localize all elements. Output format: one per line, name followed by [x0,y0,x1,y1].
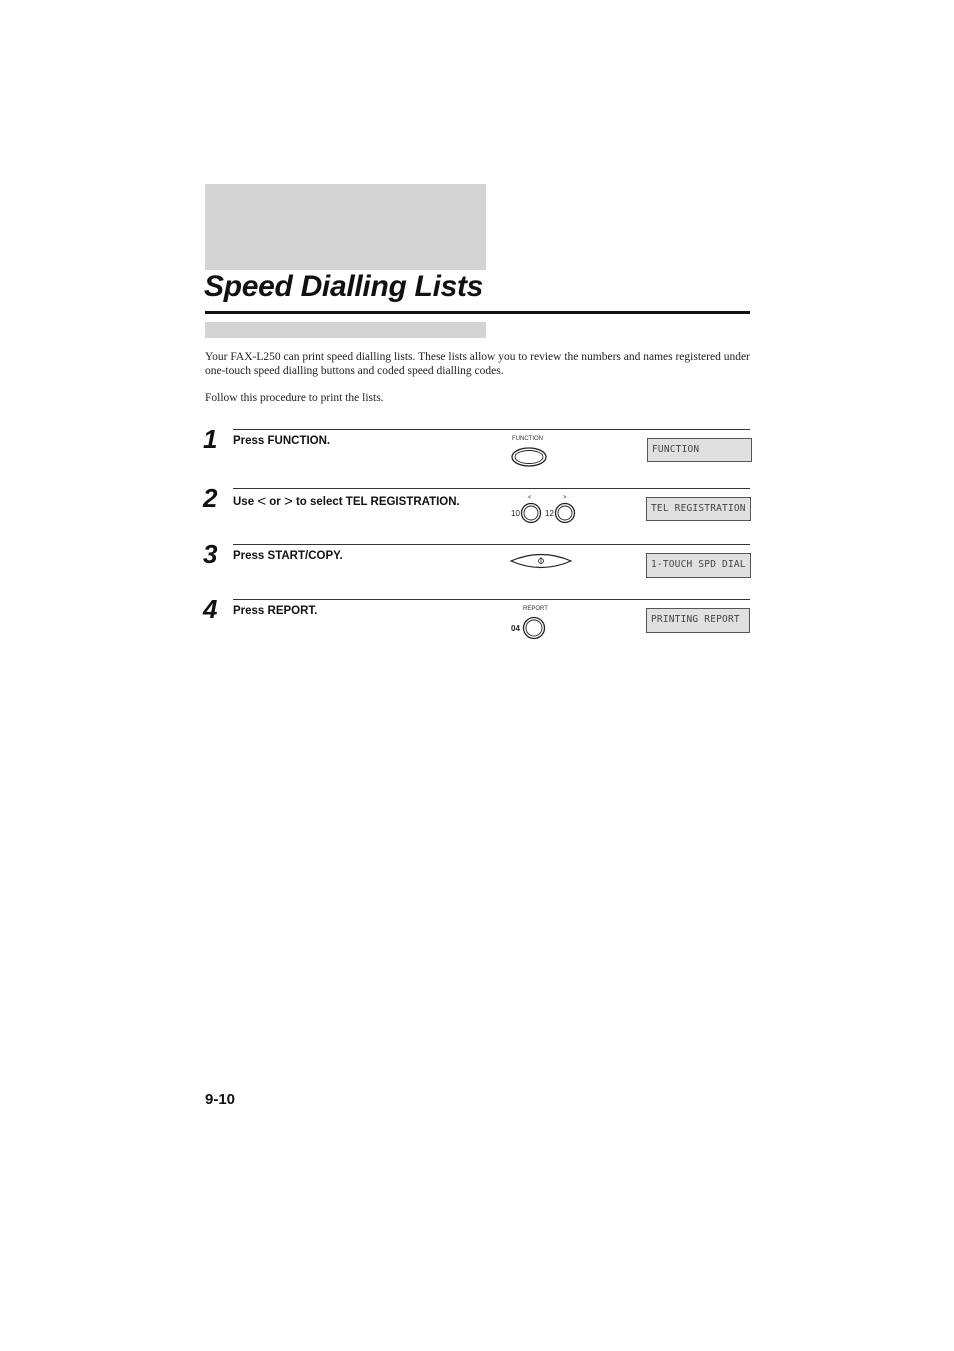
right-arrow-label: > [563,495,567,501]
step-number: 3 [203,539,218,569]
step-number: 2 [203,483,218,513]
step-text: Press START/COPY. [233,550,343,562]
lcd-display: FUNCTION [647,438,752,462]
header-band-bottom [205,322,486,338]
function-button-label: FUNCTION [512,436,543,442]
step-text-part: Use [233,496,255,508]
step-number: 4 [203,594,218,624]
report-button-icon [522,616,546,640]
button-number-label: 10 [511,509,520,518]
lcd-display: PRINTING REPORT [646,608,750,633]
step-rule [233,488,750,489]
follow-paragraph: Follow this procedure to print the lists. [205,392,384,404]
step-text: Press REPORT. [233,605,318,617]
step-rule [233,599,750,600]
button-number-label: 12 [545,509,554,518]
right-arrow-button-icon [554,502,576,524]
left-arrow-symbol: < [257,493,267,510]
page-title: Speed Dialling Lists [204,270,484,303]
step-text [233,493,460,510]
left-arrow-label: < [528,495,532,501]
title-rule [205,311,750,314]
intro-paragraph: Your FAX-L250 can print speed dialling lists. These lists allow you to review the numbers and names registered under one-touch speed dialling buttons and coded speed dialling codes. [205,351,750,377]
lcd-display: 1-TOUCH SPD DIAL [646,553,751,578]
button-number-label: 04 [511,624,520,633]
step-text: Press FUNCTION. [233,435,331,447]
step-text-part: to select TEL REGISTRATION. [295,496,460,508]
lcd-display: TEL REGISTRATION [646,497,751,521]
header-band-top [205,184,486,270]
page-number: 9-10 [205,1091,236,1108]
step-rule [233,429,750,430]
step-text-part: or [269,496,281,508]
right-arrow-symbol: > [283,493,293,510]
step-rule [233,544,750,545]
start-copy-button-icon [509,551,573,571]
step-number: 1 [203,424,218,454]
function-button-icon [510,446,548,468]
left-arrow-button-icon [520,502,542,524]
report-button-label: REPORT [523,606,548,612]
